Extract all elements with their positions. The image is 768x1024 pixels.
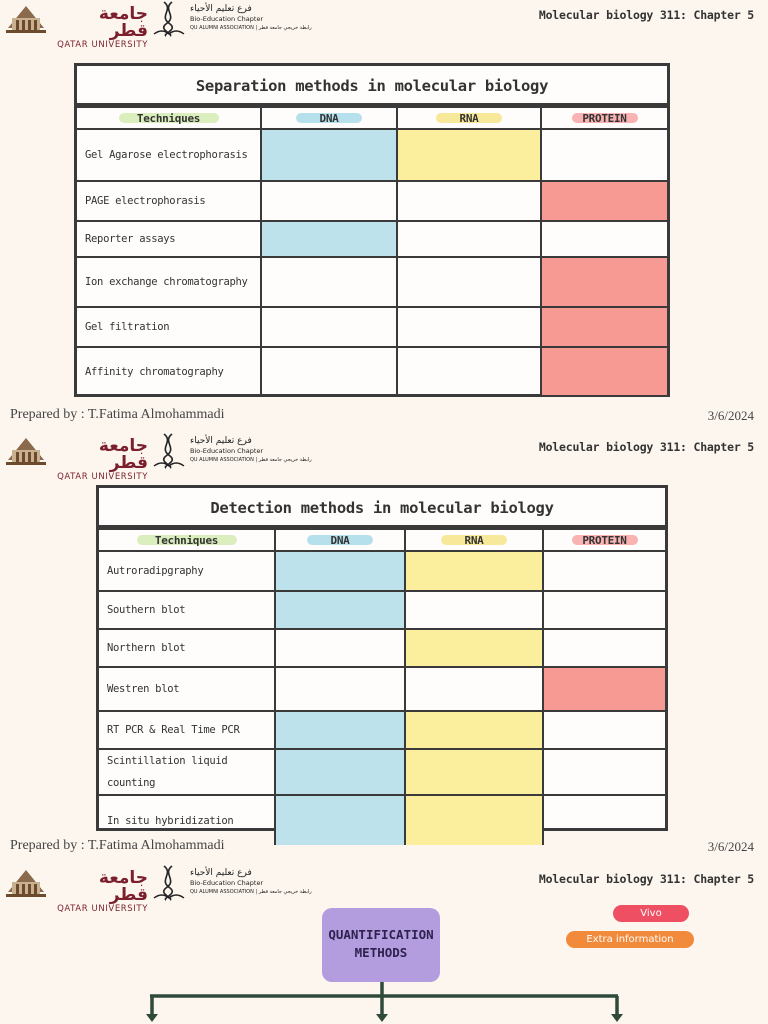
table-row — [99, 711, 665, 749]
university-name-english: QATAR UNIVERSITY — [57, 904, 148, 914]
dna-cell — [275, 795, 405, 845]
protein-cell — [543, 667, 665, 711]
arrow-down-icon — [376, 1014, 388, 1022]
quantification-title-line1: QUANTIFICATION — [328, 927, 434, 942]
table-row — [99, 591, 665, 629]
date-1: 3/6/2024 — [707, 408, 754, 423]
table-row — [99, 551, 665, 591]
alumni-association: QU ALUMNI ASSOCIATION | رابطة خريجي جامعة قطر — [190, 25, 312, 31]
protein-cell — [543, 711, 665, 749]
technique-label: Ion exchange chromatography — [77, 257, 261, 307]
rna-cell — [405, 591, 543, 629]
technique-label: Affinity chromatography — [77, 347, 261, 395]
course-title: Molecular biology 311: Chapter 5 — [538, 872, 754, 886]
protein-cell — [541, 347, 667, 395]
technique-label: Scintillation liquid counting — [99, 749, 275, 795]
university-name-english: QATAR UNIVERSITY — [57, 472, 148, 482]
alumni-association: QU ALUMNI ASSOCIATION | رابطة خريجي جامعة قطر — [190, 889, 312, 895]
column-header-rna: RNA — [397, 107, 541, 129]
dna-cell — [261, 347, 397, 395]
dna-cell — [261, 221, 397, 257]
column-header-dna: DNA — [261, 107, 397, 129]
qatar-university-logo-icon — [4, 434, 48, 466]
dna-cell — [261, 181, 397, 221]
column-header-protein: PROTEIN — [543, 529, 665, 551]
dna-helix-logo-icon — [152, 0, 186, 38]
rna-cell — [397, 129, 541, 181]
protein-cell — [541, 129, 667, 181]
table-row — [77, 221, 667, 257]
dna-cell — [275, 591, 405, 629]
table-row — [99, 629, 665, 667]
course-title: Molecular biology 311: Chapter 5 — [538, 8, 754, 22]
column-header-rna: RNA — [405, 529, 543, 551]
dna-cell — [275, 551, 405, 591]
separation-table-title: Separation methods in molecular biology — [77, 66, 667, 106]
dna-helix-logo-icon — [152, 864, 186, 902]
technique-label: Gel filtration — [77, 307, 261, 347]
qatar-university-logo-icon — [4, 2, 48, 34]
rna-cell — [397, 221, 541, 257]
chapter-name-arabic: فرع تعليم الأحياء — [190, 436, 252, 446]
extra-information-tag: Extra information — [566, 931, 694, 948]
protein-cell — [543, 795, 665, 845]
arrow-down-icon — [146, 1014, 158, 1022]
rna-cell — [405, 629, 543, 667]
chapter-name-arabic: فرع تعليم الأحياء — [190, 4, 252, 14]
technique-label: Gel Agarose electrophorasis — [77, 129, 261, 181]
technique-label: Reporter assays — [77, 221, 261, 257]
table-row — [77, 257, 667, 307]
dna-cell — [275, 749, 405, 795]
qatar-university-logo-icon — [4, 866, 48, 898]
column-header-techniques: Techniques — [77, 107, 261, 129]
technique-label: Autroradipgraphy — [99, 551, 275, 591]
dna-cell — [261, 257, 397, 307]
dna-cell — [261, 129, 397, 181]
protein-cell — [543, 551, 665, 591]
column-header-techniques: Techniques — [99, 529, 275, 551]
dna-cell — [275, 667, 405, 711]
quantification-tree-connector — [0, 980, 768, 1024]
rna-cell — [405, 551, 543, 591]
table-row — [77, 307, 667, 347]
protein-cell — [543, 749, 665, 795]
table-row — [77, 347, 667, 395]
column-header-dna: DNA — [275, 529, 405, 551]
table-row — [99, 749, 665, 795]
separation-methods-table — [74, 63, 670, 397]
rna-cell — [397, 181, 541, 221]
dna-helix-logo-icon — [152, 432, 186, 470]
quantification-methods-box — [322, 908, 440, 982]
alumni-association: QU ALUMNI ASSOCIATION | رابطة خريجي جامعة قطر — [190, 457, 312, 463]
technique-label: Northern blot — [99, 629, 275, 667]
column-header-protein: PROTEIN — [541, 107, 667, 129]
vivo-tag: Vivo — [613, 905, 689, 922]
technique-label: PAGE electrophorasis — [77, 181, 261, 221]
quantification-title-line2: METHODS — [354, 945, 408, 960]
university-name-arabic: جامعة قطر — [98, 436, 148, 473]
detection-table-title: Detection methods in molecular biology — [99, 488, 665, 528]
dna-cell — [261, 307, 397, 347]
rna-cell — [405, 749, 543, 795]
protein-cell — [543, 629, 665, 667]
dna-cell — [275, 711, 405, 749]
prepared-by-1: Prepared by : T.Fatima Almohammadi — [10, 407, 225, 422]
rna-cell — [405, 795, 543, 845]
chapter-name-english: Bio-Education Chapter — [190, 447, 264, 455]
rna-cell — [405, 667, 543, 711]
page-header-2 — [0, 432, 768, 482]
course-title: Molecular biology 311: Chapter 5 — [538, 440, 754, 454]
rna-cell — [405, 711, 543, 749]
university-name-arabic: جامعة قطر — [98, 868, 148, 905]
technique-label: Southern blot — [99, 591, 275, 629]
chapter-name-arabic: فرع تعليم الأحياء — [190, 868, 252, 878]
table-row — [77, 129, 667, 181]
protein-cell — [543, 591, 665, 629]
page-header-1 — [0, 0, 768, 50]
protein-cell — [541, 257, 667, 307]
rna-cell — [397, 257, 541, 307]
protein-cell — [541, 181, 667, 221]
university-name-arabic: جامعة قطر — [98, 4, 148, 41]
table-row — [77, 181, 667, 221]
dna-cell — [275, 629, 405, 667]
arrow-down-icon — [611, 1014, 623, 1022]
university-name-english: QATAR UNIVERSITY — [57, 40, 148, 50]
protein-cell — [541, 221, 667, 257]
table-row — [99, 667, 665, 711]
protein-cell — [541, 307, 667, 347]
technique-label: RT PCR & Real Time PCR — [99, 711, 275, 749]
technique-label: Westren blot — [99, 667, 275, 711]
date-2: 3/6/2024 — [707, 839, 754, 854]
technique-label: In situ hybridization — [99, 795, 275, 845]
chapter-name-english: Bio-Education Chapter — [190, 879, 264, 887]
rna-cell — [397, 347, 541, 395]
detection-methods-table — [96, 485, 668, 831]
chapter-name-english: Bio-Education Chapter — [190, 15, 264, 23]
rna-cell — [397, 307, 541, 347]
prepared-by-2: Prepared by : T.Fatima Almohammadi — [10, 838, 225, 853]
